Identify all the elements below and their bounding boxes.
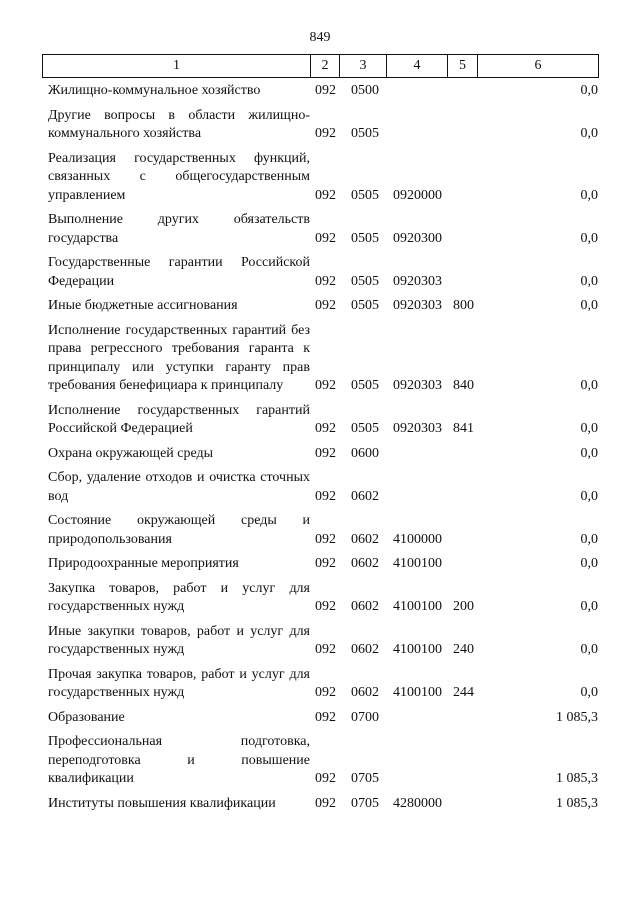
row-code-3: 0505 [351, 230, 379, 246]
row-amount: 1 085,3 [556, 771, 598, 786]
header-col-3: 3 [340, 55, 387, 77]
row-amount: 0,0 [580, 642, 598, 657]
row-name: Профессиональная подготовка, переподготовка и повышение квалификации [48, 734, 310, 786]
row-amount: 0,0 [580, 421, 598, 436]
table-row [48, 445, 600, 464]
table-row [48, 733, 600, 789]
table-row [48, 623, 600, 660]
row-code-2: 092 [315, 273, 336, 289]
row-code-5: 841 [453, 421, 474, 436]
row-name: Сбор, удаление отходов и очистка сточных вод [48, 470, 310, 504]
row-code-2: 092 [315, 445, 336, 461]
row-name: Иные бюджетные ассигнования [48, 298, 238, 313]
row-code-3: 0505 [351, 187, 379, 203]
row-name: Государственные гарантии Российской Федерации [48, 255, 310, 289]
row-code-3: 0505 [351, 298, 379, 313]
row-code-4: 0920303 [393, 421, 442, 436]
row-code-2: 092 [315, 599, 336, 614]
row-amount: 1 085,3 [556, 709, 598, 725]
row-name: Образование [48, 709, 125, 725]
table-row [48, 82, 600, 101]
row-amount: 0,0 [580, 187, 598, 203]
header-col-5: 5 [448, 55, 478, 77]
row-amount: 0,0 [580, 488, 598, 504]
row-code-4: 0920303 [393, 273, 442, 289]
row-code-3: 0505 [351, 421, 379, 436]
table-row [48, 512, 600, 549]
page-number: 849 [309, 30, 331, 45]
row-code-2: 092 [315, 378, 336, 393]
row-name: Выполнение других обязательств государства [48, 212, 310, 246]
row-code-2: 092 [315, 642, 336, 657]
row-code-4: 0920000 [393, 187, 442, 203]
row-amount: 0,0 [580, 378, 598, 393]
table-row [48, 469, 600, 506]
header-col-1: 1 [43, 55, 311, 77]
row-name: Закупка товаров, работ и услуг для государственных нужд [48, 580, 310, 614]
table-row [48, 795, 600, 814]
row-name: Жилищно-коммунальное хозяйство [48, 83, 261, 98]
row-code-2: 092 [315, 126, 336, 141]
row-code-3: 0602 [351, 599, 379, 614]
table-row [48, 254, 600, 291]
row-code-2: 092 [315, 298, 336, 313]
row-amount: 1 085,3 [556, 795, 598, 811]
row-code-4: 4280000 [393, 795, 442, 811]
header-col-2: 2 [311, 55, 340, 77]
row-code-4: 0920303 [393, 298, 442, 313]
row-code-2: 092 [315, 685, 336, 700]
row-amount: 0,0 [580, 126, 598, 141]
row-code-5: 240 [453, 642, 474, 657]
header-col-6: 6 [534, 58, 542, 73]
row-amount: 0,0 [580, 599, 598, 614]
row-code-3: 0505 [351, 273, 379, 289]
row-code-4: 4100100 [393, 556, 442, 571]
row-name: Природоохранные мероприятия [48, 556, 239, 571]
row-code-4: 4100100 [393, 685, 442, 700]
table-row [48, 211, 600, 248]
header-col-4: 4 [387, 55, 448, 77]
row-amount: 0,0 [580, 273, 598, 289]
table-body [48, 82, 600, 819]
row-code-5: 244 [453, 685, 474, 700]
row-code-2: 092 [315, 421, 336, 436]
row-code-5: 800 [453, 298, 474, 313]
row-code-3: 0602 [351, 642, 379, 657]
row-amount: 0,0 [580, 685, 598, 700]
table-header [42, 54, 599, 78]
table-row [48, 107, 600, 144]
row-code-2: 092 [315, 187, 336, 203]
row-code-3: 0705 [351, 795, 379, 811]
row-name: Состояние окружающей среды и природопользования [48, 513, 310, 547]
row-code-2: 092 [315, 83, 336, 98]
row-code-3: 0700 [351, 709, 379, 725]
table-row [48, 322, 600, 396]
row-name: Реализация государственных функций, связанных с общегосударственным управлением [48, 150, 310, 203]
row-name: Исполнение государственных гарантий Российской Федерацией [48, 402, 310, 436]
row-code-3: 0505 [351, 378, 379, 393]
table-row [48, 555, 600, 574]
row-amount: 0,0 [580, 445, 598, 461]
row-amount: 0,0 [580, 230, 598, 246]
row-code-3: 0705 [351, 771, 379, 786]
table-row [48, 666, 600, 703]
row-name: Исполнение государственных гарантий без права регрессного требования гаранта к принципалу или уступки гаранту прав требования бенефициара к принципалу [48, 322, 310, 393]
row-code-3: 0500 [351, 83, 379, 98]
row-name: Прочая закупка товаров, работ и услуг для государственных нужд [48, 666, 310, 700]
row-code-2: 092 [315, 230, 336, 246]
row-code-2: 092 [315, 531, 336, 547]
row-amount: 0,0 [580, 298, 598, 313]
row-code-5: 200 [453, 599, 474, 614]
row-name: Другие вопросы в области жилищно-коммунального хозяйства [48, 107, 310, 141]
row-name: Охрана окружающей среды [48, 445, 214, 461]
table-row [48, 709, 600, 728]
row-code-2: 092 [315, 488, 336, 504]
row-code-4: 4100000 [393, 531, 442, 547]
row-code-3: 0602 [351, 685, 379, 700]
table-row [48, 150, 600, 206]
row-amount: 0,0 [580, 531, 598, 547]
row-code-2: 092 [315, 771, 336, 786]
row-code-4: 0920300 [393, 230, 442, 246]
row-code-2: 092 [315, 556, 336, 571]
row-name: Иные закупки товаров, работ и услуг для государственных нужд [48, 623, 310, 657]
row-code-2: 092 [315, 709, 336, 725]
row-amount: 0,0 [580, 83, 598, 98]
row-code-3: 0602 [351, 556, 379, 571]
table-row [48, 580, 600, 617]
table-row [48, 297, 600, 316]
row-code-4: 0920303 [393, 378, 442, 393]
row-code-4: 4100100 [393, 599, 442, 614]
row-name: Институты повышения квалификации [48, 795, 276, 811]
row-code-3: 0600 [351, 445, 379, 461]
row-code-4: 4100100 [393, 642, 442, 657]
row-code-3: 0505 [351, 126, 379, 141]
table-row [48, 402, 600, 439]
row-amount: 0,0 [580, 556, 598, 571]
row-code-2: 092 [315, 795, 336, 811]
row-code-5: 840 [453, 378, 474, 393]
row-code-3: 0602 [351, 488, 379, 504]
row-code-3: 0602 [351, 531, 379, 547]
